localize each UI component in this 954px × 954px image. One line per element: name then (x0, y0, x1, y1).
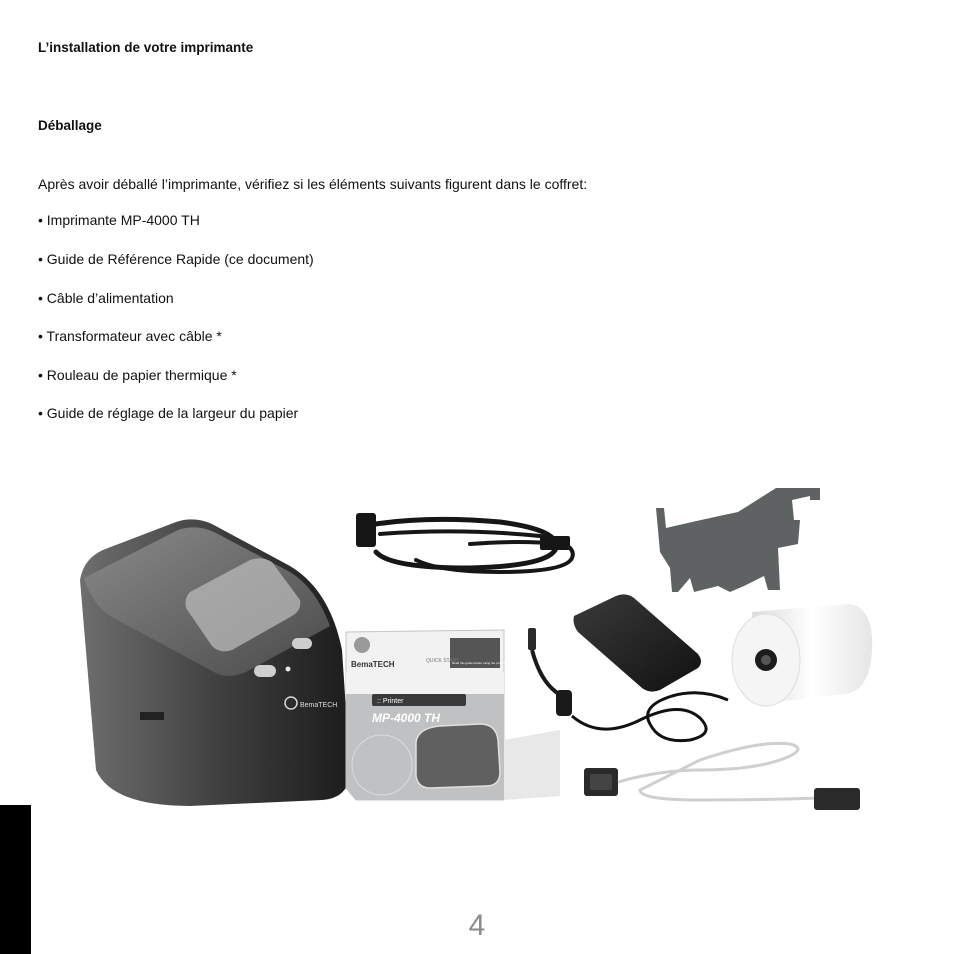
list-item: • Transformateur avec câble * (38, 328, 222, 344)
list-item: • Câble d’alimentation (38, 290, 174, 306)
thermal-paper-roll-image (732, 604, 872, 706)
list-item: • Rouleau de papier thermique * (38, 367, 237, 383)
page-heading: L’installation de votre imprimante (38, 40, 254, 55)
guide-printer-label: :: Printer (377, 698, 404, 705)
guide-note: Read this guide before using the product (452, 661, 507, 665)
printer-brand-label: BemaTECH (300, 702, 338, 709)
printer-image (80, 519, 350, 806)
guide-model-title: MP-4000 TH (372, 711, 441, 725)
quick-reference-guide-image (346, 630, 560, 800)
list-item: • Imprimante MP-4000 TH (38, 212, 200, 228)
list-item: • Guide de réglage de la largeur du papier (38, 405, 299, 421)
page-number: 4 (468, 909, 486, 942)
guide-brand-label: BemaTECH (351, 660, 395, 669)
list-item: • Guide de Référence Rapide (ce document) (38, 251, 314, 267)
power-cable-image (356, 513, 573, 572)
package-contents-photo (0, 470, 954, 830)
serial-cable-image (584, 743, 860, 810)
guide-quick-start: QUICK START (426, 658, 460, 664)
power-adapter-image (528, 594, 728, 740)
section-heading: Déballage (38, 118, 102, 133)
paper-width-guide-image (656, 488, 820, 592)
intro-paragraph: Après avoir déballé l’imprimante, vérifiez si les éléments suivants figurent dans le coffret: (38, 176, 588, 192)
